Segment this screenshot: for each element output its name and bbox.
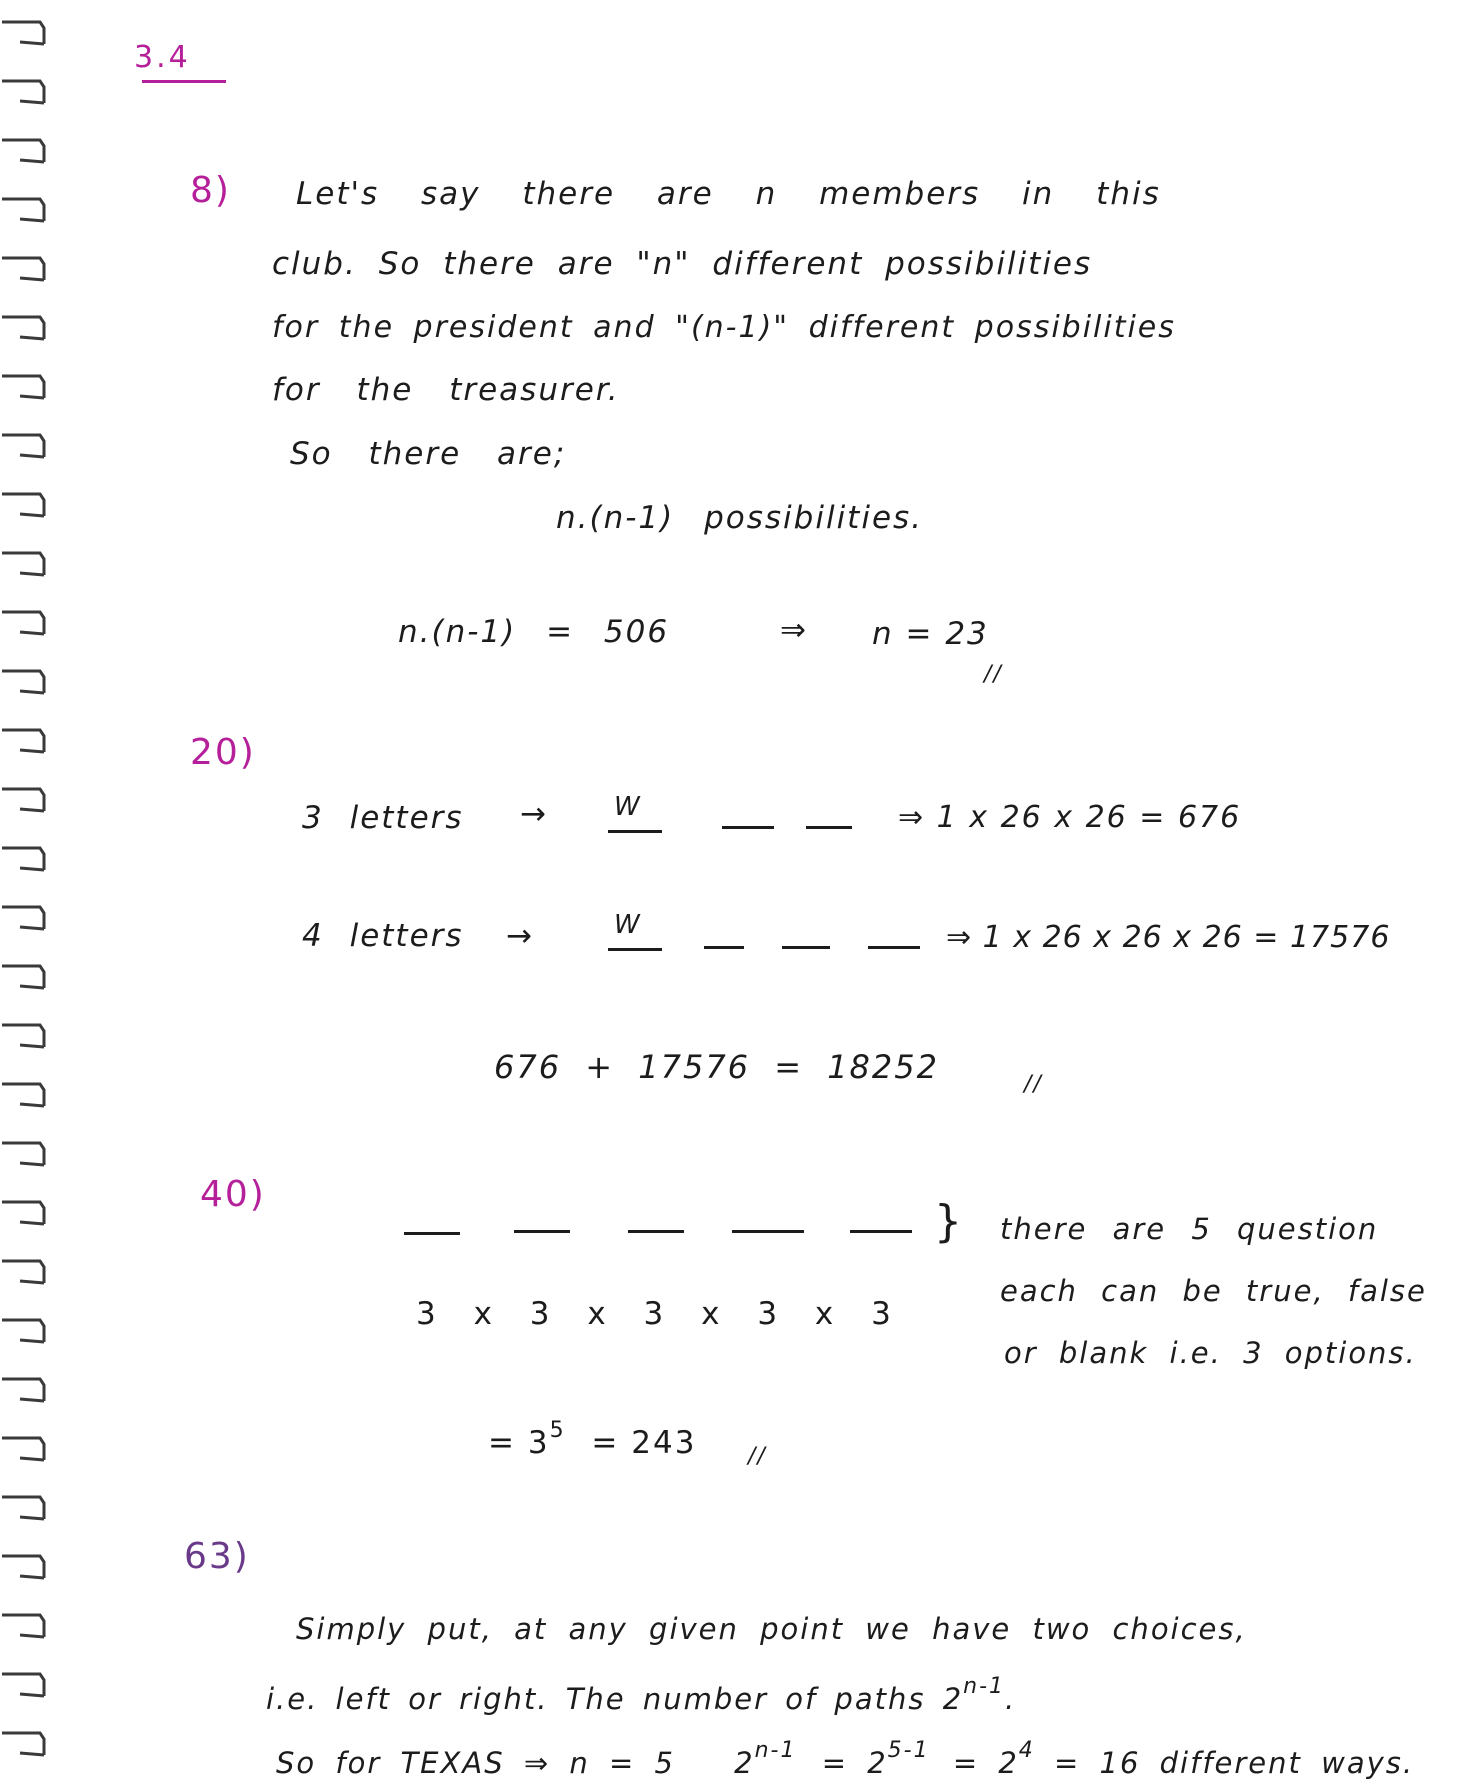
section-number: 3.4 bbox=[134, 40, 191, 75]
equation-suffix: = 243 bbox=[591, 1425, 697, 1461]
text-line bbox=[266, 1674, 1016, 1716]
text-line: n.(n-1) possibilities. bbox=[556, 500, 924, 536]
power: = $2^{5-1}$ bbox=[821, 1738, 930, 1780]
question-blank bbox=[850, 1230, 912, 1233]
brace: } bbox=[934, 1196, 964, 1247]
implies-arrow: ⇒ bbox=[780, 612, 808, 648]
problem-number: 20) bbox=[190, 732, 256, 773]
row-label: 3 letters bbox=[302, 800, 464, 836]
arrow: → bbox=[520, 796, 548, 832]
note-line: there are 5 question bbox=[1000, 1212, 1379, 1246]
letter-blank bbox=[722, 826, 774, 829]
equation: n.(n-1) = 506 bbox=[398, 614, 670, 650]
question-blank bbox=[514, 1230, 570, 1233]
product: 3 x 3 x 3 x 3 x 3 bbox=[416, 1296, 893, 1332]
power: = $2^4$ bbox=[952, 1738, 1035, 1780]
text: = 16 different ways. bbox=[1054, 1746, 1415, 1780]
text-line bbox=[276, 1738, 1414, 1780]
letter-blank bbox=[608, 948, 662, 951]
letter-blank bbox=[608, 830, 662, 833]
text-line: So there are; bbox=[290, 436, 567, 472]
equation bbox=[488, 1418, 696, 1461]
letter-blank bbox=[782, 946, 830, 949]
calculation: ⇒ 1 x 26 x 26 = 676 bbox=[898, 800, 1242, 835]
section-underline bbox=[142, 80, 226, 83]
fixed-letter-w: W bbox=[614, 910, 642, 940]
row-label: 4 letters bbox=[302, 918, 464, 954]
letter-blank bbox=[704, 946, 744, 949]
result: n = 23 bbox=[872, 616, 989, 652]
done-mark: // bbox=[984, 662, 1003, 687]
text-line: Let's say there are n members in this bbox=[296, 176, 1161, 212]
question-blank bbox=[404, 1232, 460, 1235]
power: 2$^{n-1}$ bbox=[734, 1738, 797, 1780]
exponent: n-1 bbox=[963, 1674, 1006, 1699]
text: So for TEXAS ⇒ n = 5 bbox=[276, 1746, 675, 1780]
sum: 676 + 17576 = 18252 bbox=[494, 1048, 939, 1086]
letter-blank bbox=[868, 946, 920, 949]
text-line: for the president and "(n-1)" different possibilities bbox=[272, 310, 1176, 345]
text: i.e. left or right. The number of paths 2 bbox=[266, 1682, 964, 1716]
problem-number: 40) bbox=[200, 1174, 266, 1215]
question-blank bbox=[628, 1230, 684, 1233]
question-blank bbox=[732, 1230, 804, 1233]
letter-blank bbox=[806, 826, 852, 829]
arrow: → bbox=[506, 918, 534, 954]
text-line: Simply put, at any given point we have two choices, bbox=[296, 1612, 1247, 1646]
period: . bbox=[1005, 1682, 1017, 1716]
note-line: each can be true, false bbox=[1000, 1274, 1427, 1308]
fixed-letter-w: W bbox=[614, 792, 642, 822]
note-line: or blank i.e. 3 options. bbox=[1004, 1336, 1417, 1370]
text-line: club. So there are "n" different possibilities bbox=[272, 246, 1093, 282]
done-mark: // bbox=[748, 1444, 767, 1469]
problem-number: 63) bbox=[184, 1536, 250, 1577]
problem-number: 8) bbox=[190, 170, 231, 211]
calculation: ⇒ 1 x 26 x 26 x 26 = 17576 bbox=[946, 920, 1391, 955]
text-line: for the treasurer. bbox=[272, 372, 620, 408]
done-mark: // bbox=[1024, 1072, 1043, 1097]
exponent: 5 bbox=[549, 1418, 566, 1443]
equation-prefix: = 3 bbox=[488, 1425, 550, 1461]
